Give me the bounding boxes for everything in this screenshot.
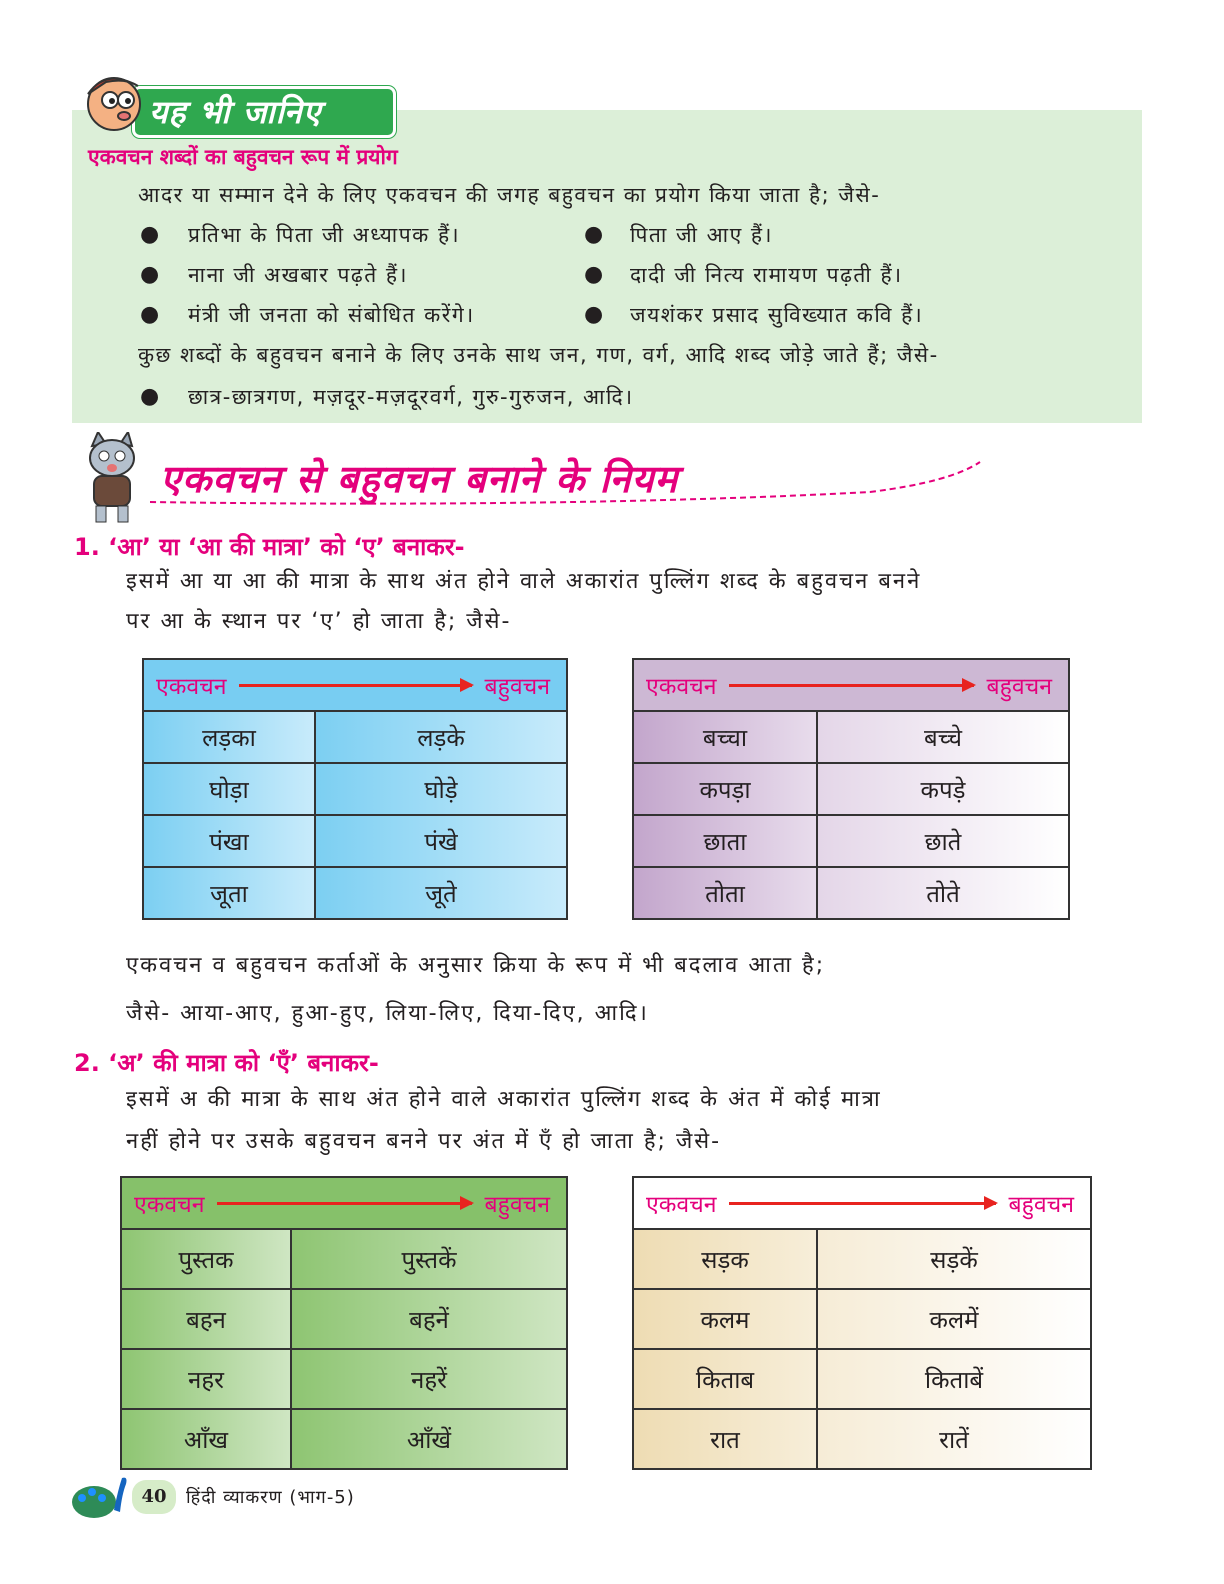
header-plural: बहुवचन	[1008, 1192, 1074, 1218]
header-singular: एकवचन	[646, 674, 717, 700]
plural-cell: रातें	[817, 1409, 1091, 1469]
arrow-icon	[217, 1202, 473, 1205]
arrow-icon	[729, 1202, 997, 1205]
table-row	[633, 711, 1069, 763]
table-rule1-a	[142, 658, 568, 920]
cartoon-boy-icon	[76, 64, 148, 136]
info-banner-text: यह भी जानिए	[149, 93, 322, 131]
table-row	[633, 867, 1069, 919]
table-rule2-b	[632, 1176, 1092, 1470]
rule2-heading: 2. ‘अ’ की मात्रा को ‘एँ’ बनाकर-	[74, 1049, 379, 1077]
plural-cell: आँखें	[291, 1409, 567, 1469]
header-singular: एकवचन	[134, 1192, 205, 1218]
plural-cell: बहनें	[291, 1289, 567, 1349]
info-heading: एकवचन शब्दों का बहुवचन रूप में प्रयोग	[88, 145, 398, 169]
table-rule2-a	[120, 1176, 568, 1470]
info-example: प्रतिभा के पिता जी अध्यापक हैं।	[188, 223, 461, 247]
plural-cell: घोड़े	[315, 763, 567, 815]
rule1-text: इसमें आ या आ की मात्रा के साथ अंत होने वाले अकारांत पुल्लिंग शब्द के बहुवचन बनने	[126, 569, 922, 594]
rule1-heading: 1. ‘आ’ या ‘आ की मात्रा’ को ‘ए’ बनाकर-	[74, 533, 465, 561]
peacock-icon	[70, 1470, 130, 1522]
arrow-icon	[239, 684, 473, 687]
table-row	[633, 1289, 1091, 1349]
plural-cell: लड़के	[315, 711, 567, 763]
table-row	[121, 1409, 567, 1469]
bullet-icon: ●	[584, 302, 604, 327]
table-row	[143, 867, 567, 919]
plural-cell: तोते	[817, 867, 1069, 919]
table-header	[143, 659, 567, 711]
plural-cell: पुस्तकें	[291, 1229, 567, 1289]
table-row	[143, 815, 567, 867]
bullet-icon: ●	[140, 302, 160, 327]
header-singular: एकवचन	[646, 1192, 717, 1218]
singular-cell: आँख	[121, 1409, 291, 1469]
singular-cell: रात	[633, 1409, 817, 1469]
info-intro: आदर या सम्मान देने के लिए एकवचन की जगह बहुवचन का प्रयोग किया जाता है; जैसे-	[138, 183, 881, 207]
table-rule1-b	[632, 658, 1070, 920]
page-title: एकवचन से बहुवचन बनाने के नियम	[160, 457, 679, 501]
plural-cell: बच्चे	[817, 711, 1069, 763]
singular-cell: बच्चा	[633, 711, 817, 763]
table-header	[633, 659, 1069, 711]
singular-cell: कलम	[633, 1289, 817, 1349]
table-row	[121, 1349, 567, 1409]
table-header	[121, 1177, 567, 1229]
book-title: हिंदी व्याकरण (भाग-5)	[186, 1487, 355, 1508]
info-example: पिता जी आए हैं।	[630, 223, 774, 247]
singular-cell: बहन	[121, 1289, 291, 1349]
singular-cell: तोता	[633, 867, 817, 919]
rule2-text: इसमें अ की मात्रा के साथ अंत होने वाले अकारांत पुल्लिंग शब्द के अंत में कोई मात्रा	[126, 1087, 882, 1112]
header-singular: एकवचन	[156, 674, 227, 700]
table-row	[633, 815, 1069, 867]
rule1-text: पर आ के स्थान पर ‘ए’ हो जाता है; जैसे-	[126, 609, 512, 634]
arrow-icon	[729, 684, 975, 687]
header-plural: बहुवचन	[484, 674, 550, 700]
singular-cell: कपड़ा	[633, 763, 817, 815]
bullet-icon: ●	[140, 262, 160, 287]
plural-cell: कपड़े	[817, 763, 1069, 815]
plural-cell: किताबें	[817, 1349, 1091, 1409]
singular-cell: छाता	[633, 815, 817, 867]
info-example: मंत्री जी जनता को संबोधित करेंगे।	[188, 303, 475, 327]
table-row	[121, 1289, 567, 1349]
plural-cell: सड़कें	[817, 1229, 1091, 1289]
header-plural: बहुवचन	[484, 1192, 550, 1218]
rule2-text: नहीं होने पर उसके बहुवचन बनने पर अंत में एँ हो जाता है; जैसे-	[126, 1129, 722, 1154]
plural-cell: जूते	[315, 867, 567, 919]
singular-cell: जूता	[143, 867, 315, 919]
table-header	[633, 1177, 1091, 1229]
plural-cell: नहरें	[291, 1349, 567, 1409]
info-banner	[132, 86, 396, 138]
bullet-icon: ●	[140, 384, 160, 409]
singular-cell: लड़का	[143, 711, 315, 763]
bullet-icon: ●	[140, 222, 160, 247]
table-row	[633, 763, 1069, 815]
plural-cell: कलमें	[817, 1289, 1091, 1349]
singular-cell: सड़क	[633, 1229, 817, 1289]
singular-cell: नहर	[121, 1349, 291, 1409]
info-example: नाना जी अखबार पढ़ते हैं।	[188, 263, 408, 287]
rule1-note-example: जैसे- आया-आए, हुआ-हुए, लिया-लिए, दिया-दिए, आदि।	[126, 1001, 649, 1026]
singular-cell: पंखा	[143, 815, 315, 867]
info-note: कुछ शब्दों के बहुवचन बनाने के लिए उनके साथ जन, गण, वर्ग, आदि शब्द जोड़े जाते हैं; जैसे-	[138, 343, 939, 367]
table-row	[633, 1349, 1091, 1409]
table-row	[633, 1409, 1091, 1469]
info-example: जयशंकर प्रसाद सुविख्यात कवि हैं।	[630, 303, 924, 327]
info-example: दादी जी नित्य रामायण पढ़ती हैं।	[630, 263, 903, 287]
table-row	[121, 1229, 567, 1289]
plural-cell: पंखे	[315, 815, 567, 867]
bullet-icon: ●	[584, 222, 604, 247]
info-note-example: छात्र-छात्रगण, मज़दूर-मज़दूरवर्ग, गुरु-गुरुजन, आदि।	[188, 385, 634, 409]
bullet-icon: ●	[584, 262, 604, 287]
singular-cell: पुस्तक	[121, 1229, 291, 1289]
singular-cell: किताब	[633, 1349, 817, 1409]
header-plural: बहुवचन	[986, 674, 1052, 700]
singular-cell: घोड़ा	[143, 763, 315, 815]
plural-cell: छाते	[817, 815, 1069, 867]
table-row	[633, 1229, 1091, 1289]
rule1-note: एकवचन व बहुवचन कर्ताओं के अनुसार क्रिया के रूप में भी बदलाव आता है;	[126, 953, 826, 978]
table-row	[143, 763, 567, 815]
cartoon-cat-icon	[76, 432, 148, 524]
table-row	[143, 711, 567, 763]
page-number: 40	[132, 1480, 176, 1514]
